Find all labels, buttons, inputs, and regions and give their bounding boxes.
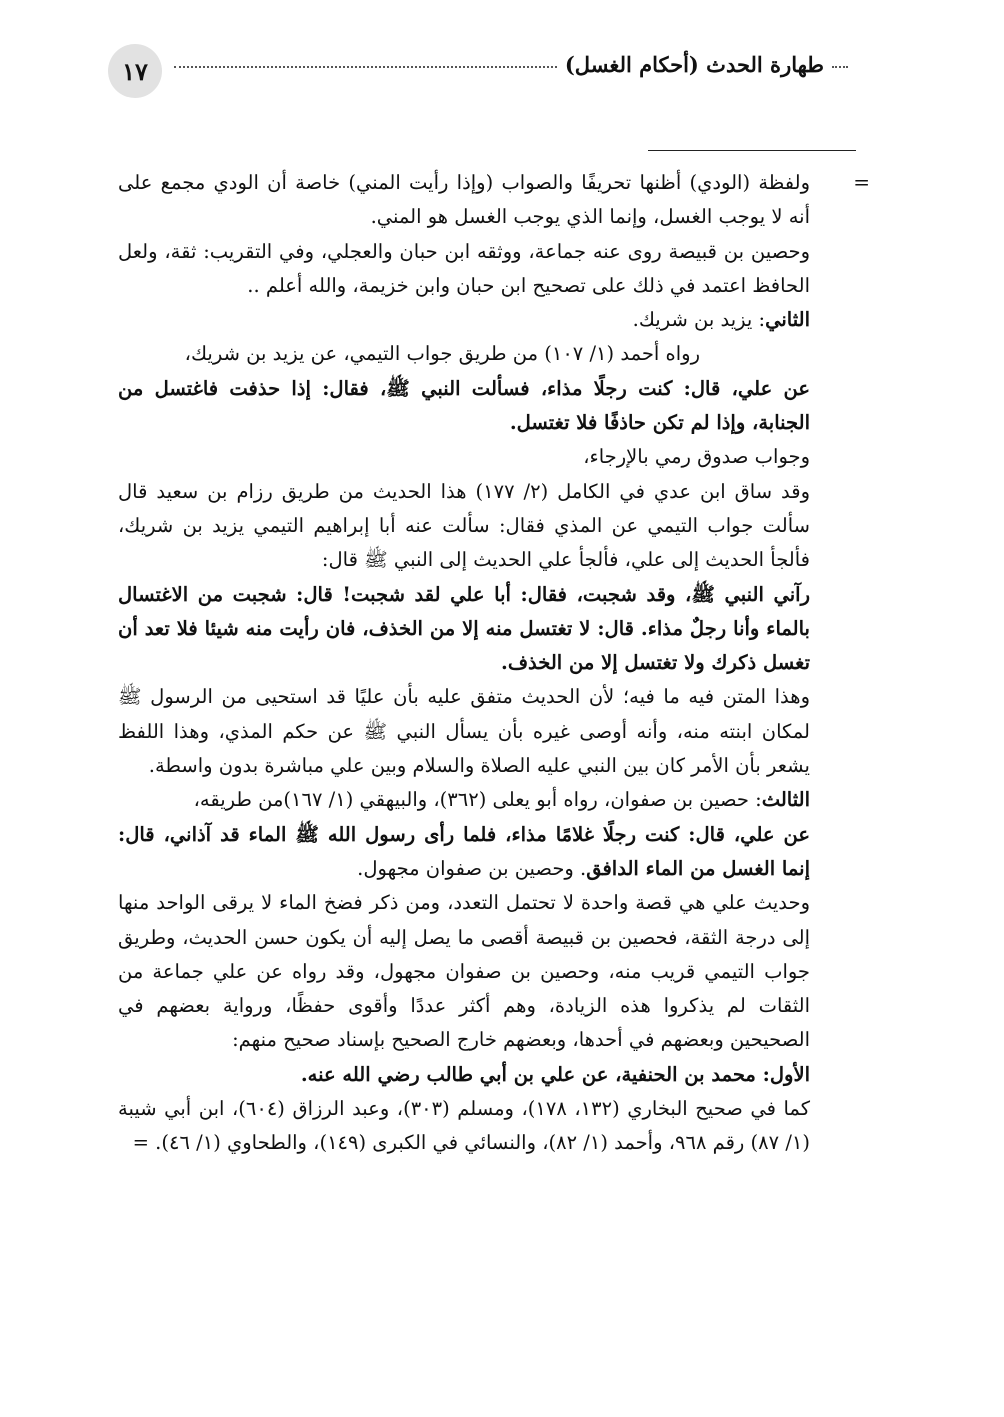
text-segment: : حصين بن صفوان، رواه أبو يعلى (٣٦٢)، والبيهقي (١/ ١٦٧)من طريقه، [193, 788, 762, 812]
paragraph [118, 1092, 810, 1161]
running-title: طهارة الحدث (أحكام الغسل) [564, 52, 824, 77]
footnote-continuation-marker: = [853, 170, 870, 194]
bold-text: رآني النبي ﷺ، وقد شجبت، فقال: أبا علي لقد شجبت! قال: شجبت من الاغتسال بالماء وأنا رجلٌ مذاء. قال: لا تغتسل منه إلا من الخذف، فان رأيت منه شيئا فلا تعد أن تغسل ذكرك ولا تغتسل إلا من الخذف. [118, 582, 810, 675]
text-segment: وجواب صدوق رمي بالإرجاء، [583, 445, 810, 469]
paragraph [118, 475, 810, 578]
bold-text: الثاني [765, 308, 810, 332]
text-segment: : يزيد بن شريك. [632, 308, 766, 332]
text-segment: وحديث علي هي قصة واحدة لا تحتمل التعدد، ومن ذكر فضخ الماء لا يرقى الواحد منها إلى درجة الثقة، فحصين بن قبيصة أقصى ما يصل إليه أن يكون حسن الحديث، وطريق جواب التيمي قريب منه، وحصين بن صفوان مجهول، وقد رواه عن علي جماعة من الثقات لم يذكروا هذه الزيادة، وهم أكثر عددًا وأقوى حفظًا، ورواية بعضهم في الصحيحين وبعضهم في أحدها، وبعضهم خارج الصحيح بإسناد صحيح منهم: [118, 891, 810, 1052]
bold-text: عن علي، قال: كنت رجلًا غلامًا مذاء، فلما رأى رسول الله ﷺ الماء قد آذاني، قال: إنما الغسل من الماء الدافق [118, 822, 810, 880]
paragraph [118, 818, 810, 887]
text-segment: كما في صحيح البخاري (١٣٢، ١٧٨)، ومسلم (٣٠٣)، وعبد الرزاق (٦٠٤)، ابن أبي شيبة (١/ ٨٧) رقم ٩٦٨، وأحمد (١/ ٨٢)، والنسائي في الكبرى (١٤٩)، والطحاوي (١/ ٤٦). = [118, 1097, 810, 1155]
paragraph [118, 886, 810, 1057]
bold-text: الثالث [761, 788, 810, 812]
running-title-row [174, 52, 848, 77]
paragraph [118, 337, 810, 371]
footnote-body [118, 166, 810, 1161]
text-segment: ولفظة (الودي) أظنها تحريفًا والصواب (وإذا رأيت المني) خاصة أن الودي مجمع على أنه لا يوجب الغسل، وإنما الذي يوجب الغسل هو المني. [118, 171, 810, 229]
bold-text: الأول: محمد بن الحنفية، عن علي بن أبي طالب رضي الله عنه. [300, 1062, 810, 1086]
page-header [108, 44, 848, 100]
paragraph [118, 166, 810, 235]
text-segment: وهذا المتن فيه ما فيه؛ لأن الحديث متفق عليه بأن عليًا قد استحيى من الرسول ﷺ لمكان ابنته منه، وأنه أوصى غيره بأن يسأل النبي ﷺ عن حكم المذي، وهذا اللفظ يشعر بأن الأمر كان بين النبي عليه الصلاة والسلام وبين علي مباشرة بدون واسطة. [118, 685, 810, 778]
paragraph [118, 235, 810, 304]
text-segment: رواه أحمد (١/ ١٠٧) من طريق جواب التيمي، عن يزيد بن شريك، [184, 342, 700, 366]
paragraph [118, 1058, 810, 1092]
paragraph [118, 303, 810, 337]
paragraph [118, 578, 810, 681]
paragraph [118, 783, 810, 817]
bold-text: عن علي، قال: كنت رجلًا مذاء، فسألت النبي ﷺ، فقال: إذا حذفت فاغتسل من الجنابة، وإذا لم تكن حاذفًا فلا تغتسل. [118, 376, 810, 435]
paragraph [118, 372, 810, 441]
paragraph [118, 680, 810, 783]
leader-dots-right [832, 56, 848, 68]
footnote-separator [648, 150, 856, 151]
paragraph [118, 440, 810, 474]
page-number: ١٧ [108, 44, 162, 98]
text-segment: وقد ساق ابن عدي في الكامل (٢/ ١٧٧) هذا الحديث من طريق رزام بن سعيد قال سألت جواب التيمي عن المذي فقال: سألت عنه أبا إبراهيم التيمي يزيد بن شريك، فألجأ الحديث إلى علي، فألجأ علي الحديث إلى النبي ﷺ قال: [118, 479, 810, 572]
text-segment: . وحصين بن صفوان مجهول. [357, 856, 587, 880]
text-segment: وحصين بن قبيصة روى عنه جماعة، ووثقه ابن حبان والعجلي، وفي التقريب: ثقة، ولعل الحافظ اعتمد في ذلك على تصحيح ابن حبان وابن خزيمة، والله أعلم .. [118, 239, 810, 297]
leader-dots-left [174, 56, 557, 68]
